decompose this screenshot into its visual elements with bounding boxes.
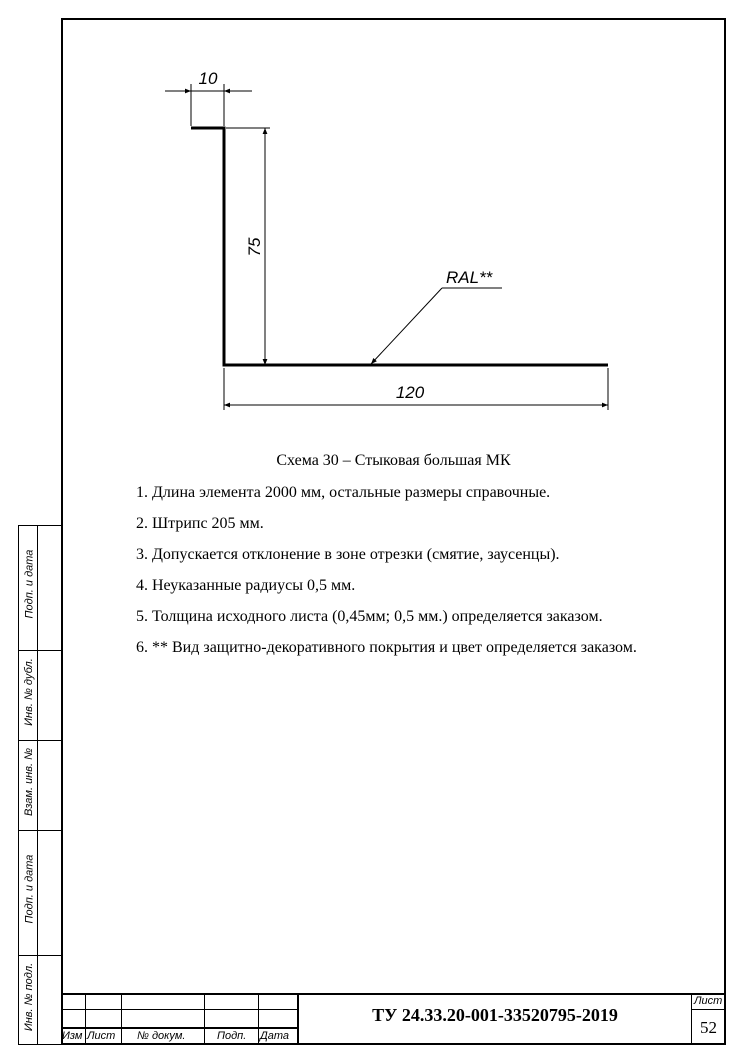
tb-col-line — [204, 993, 205, 1045]
note-item: 4. Неуказанные радиусы 0,5 мм. — [136, 577, 356, 594]
dim-height-label: 75 — [245, 237, 264, 257]
tb-col-line — [85, 993, 86, 1045]
note-item: 2. Штрипс 205 мм. — [136, 515, 264, 532]
side-cell-podp-data-2 — [19, 831, 61, 956]
side-label: Подп. и дата — [23, 854, 35, 924]
tb-data-label: Дата — [260, 1030, 290, 1042]
dim-top-label: 10 — [198, 69, 218, 88]
tb-list-label: Лист — [87, 1030, 116, 1042]
figure-caption: Схема 30 – Стыковая большая МК — [276, 452, 511, 469]
note-item: 6. ** Вид защитно-декоративного покрытия и цвет определяется заказом. — [136, 639, 637, 656]
side-label: Инв. № дубл. — [23, 657, 35, 726]
callout-leader — [371, 288, 442, 364]
note-item: 5. Толщина исходного листа (0,45мм; 0,5 мм.) определяется заказом. — [136, 608, 603, 625]
document-code: ТУ 24.33.20-001-33520795-2019 — [372, 1005, 618, 1025]
side-label: Взам. инв. № — [23, 747, 36, 816]
tb-row-line — [61, 1009, 297, 1010]
tb-col-line — [121, 993, 122, 1045]
notes-list — [136, 483, 637, 669]
tb-podp-label: Подп. — [217, 1030, 247, 1042]
side-label: Подп. и дата — [23, 549, 35, 619]
dim-bottom-label: 120 — [395, 383, 425, 402]
tb-col-line — [258, 993, 259, 1045]
side-cell-vzam-inv — [19, 741, 61, 831]
callout-label: RAL** — [446, 268, 493, 287]
tb-row-line — [61, 1027, 297, 1029]
tb-sheet-line — [691, 1009, 726, 1010]
side-cell-inv-podl — [19, 956, 61, 1046]
tb-ndokum-label: № докум. — [137, 1030, 186, 1042]
tb-sheet-label: Лист — [694, 995, 723, 1007]
tb-izm-label: Изм — [62, 1030, 83, 1042]
sheet-number: 52 — [700, 1018, 717, 1037]
title-block — [61, 993, 726, 1045]
note-item: 3. Допускается отклонение в зоне отрезки (смятие, заусенцы). — [136, 546, 560, 563]
note-item: 1. Длина элемента 2000 мм, остальные размеры справочные. — [136, 484, 551, 501]
tb-top-line — [61, 993, 726, 995]
side-label: Инв. № подл. — [23, 962, 36, 1032]
